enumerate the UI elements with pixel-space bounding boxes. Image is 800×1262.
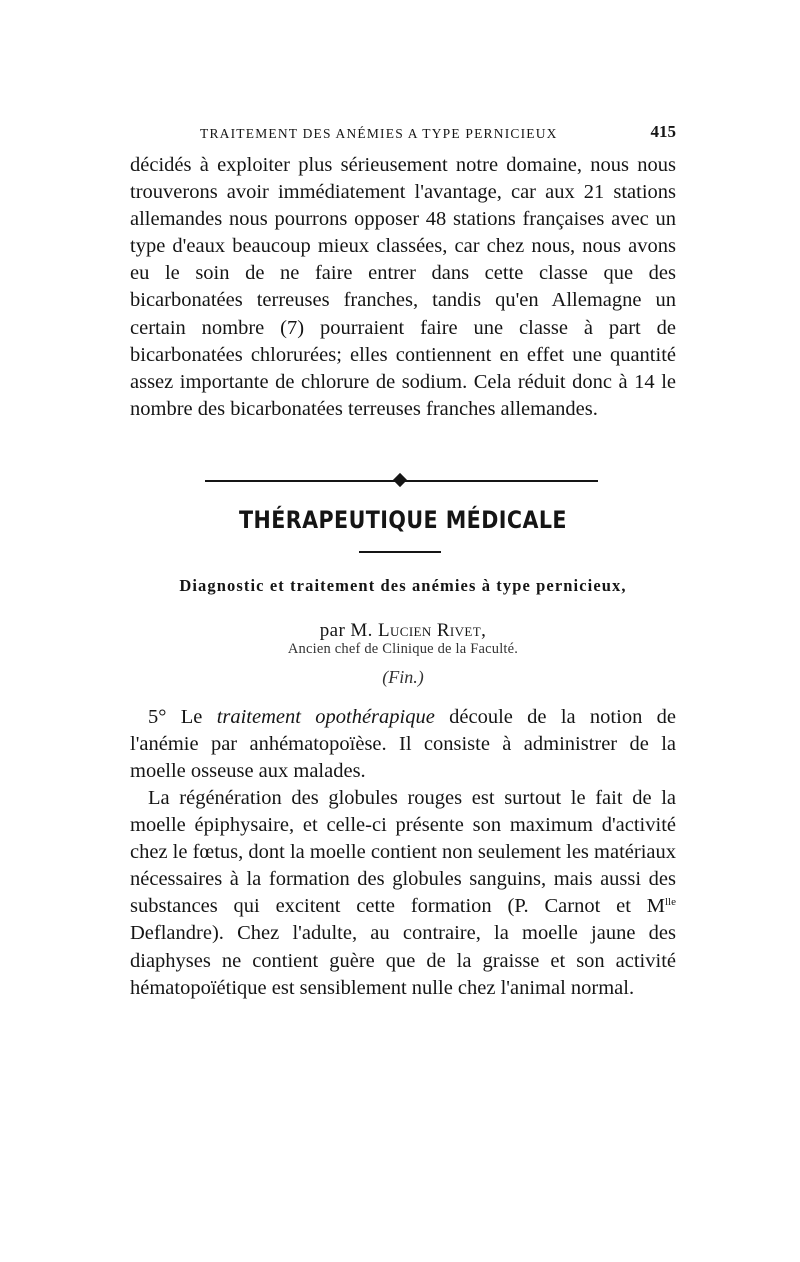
paragraph-text: Deflandre). Chez l'adulte, au contraire, la moelle jaune des diaphyses ne contient guère que de la graisse et son activité hématopoïétique est sensiblement nulle chez l'animal normal. [130, 922, 676, 999]
fin-marker: (Fin.) [382, 667, 424, 687]
body-paragraph-treatment [130, 704, 676, 785]
body-paragraph-regeneration [130, 785, 676, 1002]
superscript: lle [665, 896, 676, 909]
byline [130, 620, 676, 642]
paragraph-lead: 5° Le [148, 706, 217, 728]
article-title: Diagnostic et traitement des anémies à type pernicieux, [179, 576, 627, 595]
page-number: 415 [650, 122, 676, 141]
running-title: TRAITEMENT DES ANÉMIES A TYPE PERNICIEUX [200, 126, 558, 141]
byline-prefix: par M. [319, 620, 373, 641]
emphasized-term: traitement opothérapique [216, 706, 435, 728]
author-affiliation: Ancien chef de Clinique de la Faculté. [287, 641, 519, 657]
title-underline [359, 551, 441, 553]
author-name: Lucien Rivet, [377, 620, 487, 641]
running-head [130, 124, 676, 144]
paragraph-text: découle de la notion de l'anémie par anhématopoïèse. Il consiste à administrer de la moelle osseuse aux malades. [130, 706, 676, 783]
continuation-paragraph: décidés à exploiter plus sérieusement notre domaine, nous nous trouverons avoir immédiatement l'avantage, car aux 21 stations allemandes nous pourrons opposer 48 stations françaises avec un type d'eaux beaucoup mieux classées, car chez nous, nous avons eu le soin de ne faire entrer dans cette classe que des bicarbonatées terreuses franches, tandis qu'en Allemagne un certain nombre (7) pourraient faire une classe à part de bicarbonatées chlorurées; elles contiennent en effet une quantité assez importante de chlorure de sodium. Cela réduit donc à 14 le nombre des bicarbonatées terreuses franches allemandes. [130, 154, 676, 420]
ornamental-divider [205, 474, 598, 488]
diamond-ornament-icon [393, 473, 407, 487]
paragraph-text: La régénération des globules rouges est surtout le fait de la moelle épiphysaire, et celle-ci présente son maximum d'activité chez le fœtus, dont la moelle contient non seulement les matériaux nécessaires à la formation des globules sanguins, mais aussi des substances qui excitent cette formation (P. Carnot et M [130, 787, 676, 918]
section-title: THÉRAPEUTIQUE MÉDICALE [239, 506, 567, 534]
